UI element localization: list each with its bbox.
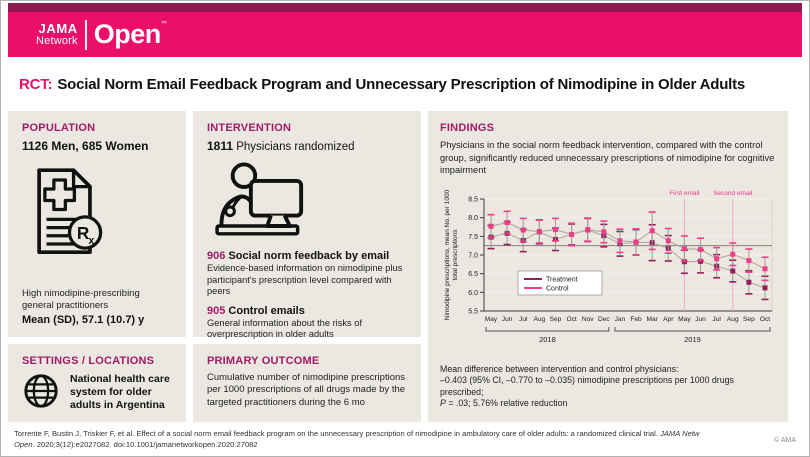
data-point-control: [585, 227, 590, 232]
year-label: 2018: [539, 334, 556, 344]
y-tick-label: 7.0: [468, 252, 478, 260]
data-point-control: [505, 220, 510, 225]
x-tick-label: Aug: [533, 315, 546, 323]
copyright: © AMA: [774, 437, 796, 444]
population-mean-age: Mean (SD), 57.1 (10.7) y: [22, 314, 145, 326]
legend-label: Control: [546, 285, 569, 293]
top-accent-strip: [8, 3, 802, 12]
randomized-label: Physicians randomized: [233, 141, 355, 153]
y-tick-label: 7.5: [468, 233, 478, 241]
note-line1: Mean difference between intervention and control physicians:: [440, 363, 679, 374]
primary-outcome-text: Cumulative number of nimodipine prescriptions per 1000 prescriptions of all drugs made by the targeted practitioners during the 6 mo: [207, 372, 406, 408]
x-tick-label: Feb: [630, 315, 642, 323]
y-tick-label: 8.0: [468, 214, 478, 222]
x-tick-label: May: [678, 315, 691, 323]
x-tick-label: Oct: [759, 315, 771, 323]
y-axis-title: Nimodipine prescriptions, mean No. per 1000total prescriptions: [444, 189, 459, 320]
population-panel: [8, 111, 186, 337]
study-type-label: RCT:: [19, 75, 53, 93]
arm2-label: Control emails: [225, 304, 305, 317]
x-tick-label: Jul: [519, 315, 528, 323]
data-point-control: [521, 227, 526, 232]
population-description: High nimodipine-prescribing general practitioners: [22, 288, 140, 312]
data-point-control: [634, 239, 639, 244]
data-point-control: [601, 229, 606, 234]
findings-panel: [428, 111, 788, 422]
intervention-panel: [193, 111, 421, 340]
data-point-control: [730, 251, 735, 256]
note-line2: –0.403 (95% CI, –0.770 to –0.035) nimodipine prescriptions per 1000 drugs prescribed;: [440, 375, 734, 397]
data-point-control: [666, 238, 671, 243]
year-bracket: [486, 327, 609, 331]
x-tick-label: Jun: [501, 315, 513, 323]
year-bracket: [615, 327, 770, 331]
year-label: 2019: [684, 334, 701, 344]
arm1-title: [207, 250, 407, 262]
header: [1, 1, 809, 57]
randomized-count: 1811: [207, 139, 234, 153]
x-tick-label: Oct: [566, 315, 577, 323]
logo-open-text: Open™: [93, 19, 167, 49]
trademark-symbol: ™: [160, 21, 167, 27]
brand-band: [8, 12, 802, 57]
x-tick-label: Mar: [646, 315, 658, 323]
data-point-control: [682, 246, 687, 251]
settings-heading: SETTINGS / LOCATIONS: [22, 355, 155, 367]
legend-label: Treatment: [546, 276, 578, 284]
randomized-stat: [207, 139, 407, 153]
data-point-control: [746, 258, 751, 263]
arm2-count: 905: [207, 304, 226, 317]
data-point-treatment: [730, 268, 735, 273]
x-tick-label: Sep: [743, 315, 755, 323]
x-tick-label: Nov: [581, 315, 594, 323]
primary-outcome-panel: [193, 344, 421, 422]
findings-heading: FINDINGS: [440, 122, 495, 134]
arm1-label: Social norm feedback by email: [225, 250, 390, 262]
settings-row: [22, 372, 172, 415]
intervention-heading: INTERVENTION: [207, 122, 292, 134]
prescription-document-icon: [26, 165, 172, 264]
findings-notes: [440, 364, 776, 410]
y-tick-label: 6.5: [468, 270, 478, 278]
logo-wordmark: [36, 22, 78, 46]
data-point-control: [763, 266, 768, 271]
data-point-treatment: [746, 279, 751, 284]
logo-jama-text: JAMA: [38, 21, 78, 37]
p-value-rest: = .03; 5.76% relative reduction: [445, 398, 568, 409]
findings-chart: [440, 183, 776, 355]
x-tick-label: Aug: [726, 315, 739, 323]
data-point-control: [553, 227, 558, 232]
y-tick-label: 8.5: [468, 196, 478, 204]
p-value-symbol: P: [440, 398, 446, 409]
data-point-control: [537, 229, 542, 234]
primary-outcome-heading: PRIMARY OUTCOME: [207, 355, 320, 367]
arm1-description: Evidence-based information on nimodipine plus participant's prescription level compared with peers: [207, 263, 403, 297]
population-stat: 1126 Men, 685 Women: [22, 139, 149, 153]
data-point-control: [650, 228, 655, 233]
population-heading: POPULATION: [22, 122, 96, 134]
x-tick-label: Jan: [614, 315, 626, 323]
x-tick-label: Sep: [549, 315, 562, 323]
footer: [1, 422, 809, 450]
data-point-control: [698, 247, 703, 252]
x-tick-label: Jul: [712, 315, 721, 323]
x-tick-label: Dec: [597, 315, 610, 323]
annotation-label: First email: [669, 189, 700, 197]
settings-text: National health care system for older adults in Argentina: [70, 373, 170, 412]
globe-icon: [22, 372, 60, 415]
svg-text:x: x: [88, 234, 95, 247]
svg-text:R: R: [76, 223, 90, 244]
data-point-control: [489, 223, 494, 228]
data-point-control: [617, 238, 622, 243]
logo-network-text: Network: [36, 34, 78, 47]
x-tick-label: Apr: [663, 315, 674, 323]
data-point-treatment: [763, 285, 768, 290]
physician-computer-icon: [211, 161, 407, 244]
content-grid: [8, 111, 802, 422]
note-line3: [440, 398, 776, 410]
data-point-control: [714, 256, 719, 261]
y-tick-label: 5.5: [468, 308, 478, 316]
x-tick-label: Jun: [695, 315, 706, 323]
y-tick-label: 6.0: [468, 289, 478, 297]
data-point-control: [569, 232, 574, 237]
citation: Torrente F, Bustin J, Triskier F, et al. Effect of a social norm email feedback program on the unnecessary prescription of nimodipine in ambulatory care of older adults: a randomized clinical trial. JAMA Netw Open. 2020;3(12):e2027082. doi:10.1001/jamanetworkopen.2020.27082: [14, 429, 700, 449]
journal-name: JAMA Netw Open: [14, 429, 700, 449]
page-title: [19, 76, 745, 93]
title-text: Social Norm Email Feedback Program and Unnecessary Prescription of Nimodipine in Older Adults: [57, 75, 746, 93]
settings-panel: [8, 344, 186, 422]
title-row: [1, 57, 809, 111]
arm1-count: 906: [207, 250, 226, 262]
logo-divider: [85, 20, 87, 50]
findings-summary: Physicians in the social norm feedback intervention, compared with the control group, significantly reduced unnecessary prescriptions of nimodipine for cognitive impairment: [440, 140, 775, 176]
jama-network-open-logo: [36, 20, 166, 50]
arm2-description: General information about the risks of overprescription in older adults: [207, 317, 363, 340]
annotation-label: Second email: [713, 189, 753, 197]
arm2-title: [207, 305, 407, 317]
x-tick-label: May: [484, 315, 498, 323]
